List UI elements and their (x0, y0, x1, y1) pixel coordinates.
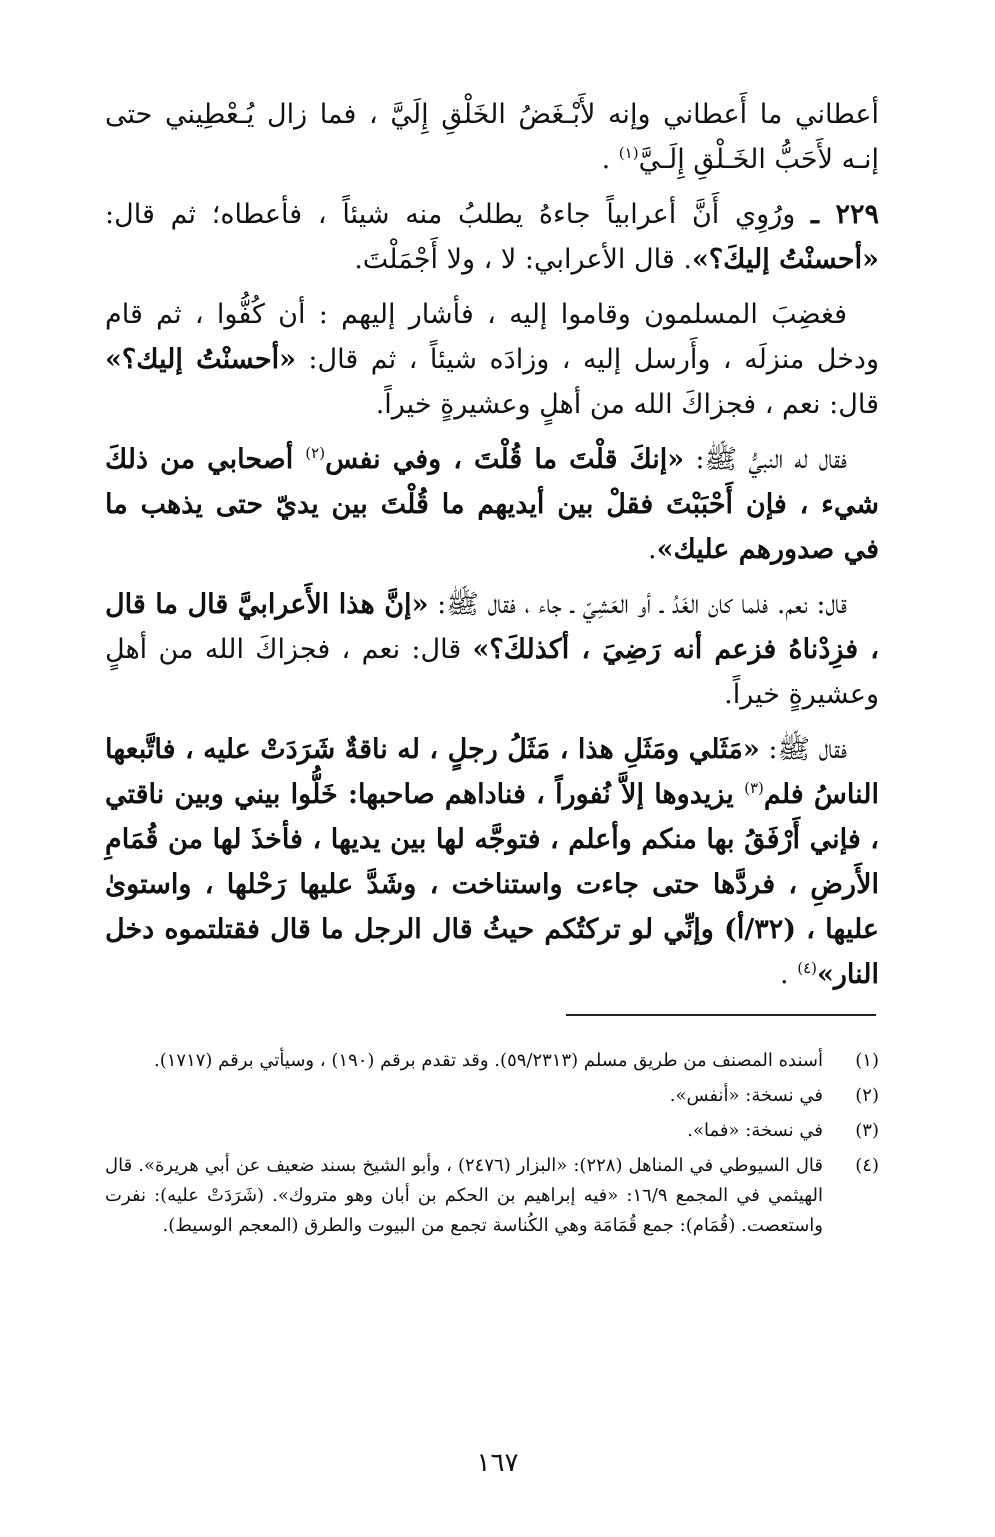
footnote-4 (105, 1151, 879, 1241)
prophet-quote: «مَثَلي ومَثَلِ هذا ، مَثَلُ رجلٍ ، له ناقةٌ شَرَدَتْ عليه ، فاتَّبعها الناسُ فلم (105, 734, 879, 810)
footnote-ref[interactable]: (١) (618, 144, 639, 162)
paragraph-6 (105, 727, 879, 997)
page-number: ١٦٧ (476, 1448, 519, 1478)
prophet-quote: «إنَّ هذا الأَعرابيَّ قال ما قال ، فزِدْناهُ فزعم أنه رَضِيَ ، أكذلكَ؟» (105, 589, 879, 665)
paragraph-lead: فقال ﷺ: (759, 734, 847, 765)
main-text (105, 92, 879, 1007)
prophet-quote: «أحسنْتُ إليك؟» (105, 344, 296, 375)
footnotes (105, 1046, 879, 1246)
paragraph-end: . (780, 959, 798, 990)
footnote-3 (105, 1116, 879, 1146)
hadith-number: ٢٢٩ ـ (811, 199, 879, 230)
footnote-number: (١) (855, 1050, 879, 1071)
prophet-quote: «أحسنْتُ إليكَ؟» (691, 244, 879, 275)
prophet-quote-continued: يزيدوها إلاَّ نُفوراً ، فناداهم صاحبها: خَلُّوا بيني وبين ناقتي ، فإني أَرْفَقُ بها منكم وأعلم ، فتوجَّه لها بين يديها ، فأخذَ لها من قُمَامِ الأَرضِ ، فردَّها حتى جاءت واستناخت ، وشَدَّ عليها رَحْلها ، واستوىٰ عليها ، (٣٢/أ) وإنِّي لو تركتُكم حيثُ قال الرجل ما قال فقتلتموه دخل النار» (105, 779, 880, 990)
paragraph-end: . قال الأعرابي: لا ، ولا أَجْمَلْتَ. (354, 244, 692, 275)
footnote-text: أسنده المصنف من طريق مسلم (٥٩/٢٣١٣). وقد تقدم برقم (١٩٠) ، وسيأتي برقم (١٧١٧). (154, 1050, 823, 1071)
prophet-quote: «إنكَ قلْتَ ما قُلْتَ ، وفي نفس (325, 444, 685, 475)
paragraph-3 (105, 292, 879, 427)
paragraph-text: فغضِبَ المسلمون وقاموا إليه ، فأشار إليهم : أن كُفُّوا ، ثم قام ودخل منزلَه ، وأَرسل إليه ، وزادَه شيئاً ، ثم قال: (105, 299, 879, 375)
footnote-text: في نسخة: «أنفس». (669, 1085, 823, 1106)
paragraph-text: أعطاني ما أَعطاني وإنه لأَبْـغَضُ الخَلْقِ إِلَيَّ ، فما زال يُـعْطِيني حتى إنـه لأَحَبُّ الخَـلْقِ إِلَـيَّ (105, 99, 879, 175)
footnote-ref[interactable]: (٣) (744, 779, 764, 797)
paragraph-end: . (647, 534, 657, 565)
paragraph-lead: قال: نعم. فلما كان الغَدُ ـ أو العَشِيّ ـ جاء ، فقال ﷺ: (428, 589, 847, 620)
prophet-quote-continued: أصحابي من ذلكَ شيء ، فإن أَحْبَبْتَ فقلْ بين أيديهم ما قُلْتَ بين يديّ حتى يذهب ما في صدورهم عليك» (105, 444, 879, 565)
paragraph-1 (105, 92, 879, 182)
paragraph-end: قال: نعم ، فجزاكَ الله من أهلٍ وعشيرةٍ خيراً. (105, 634, 879, 710)
footnote-text: في نسخة: «فما». (687, 1120, 823, 1141)
footnote-ref[interactable]: (٤) (797, 959, 817, 977)
footnote-ref[interactable]: (٢) (305, 444, 326, 462)
paragraph-229 (105, 192, 879, 282)
paragraph-lead: فقال له النبيُّ ﷺ: (684, 444, 848, 475)
paragraph-text: قال: نعم ، فجزاكَ الله من أهلٍ وعشيرةٍ خيراً. (375, 389, 879, 420)
footnote-separator (566, 1014, 876, 1016)
footnote-2 (105, 1081, 879, 1111)
paragraph-5 (105, 582, 879, 717)
footnote-number: (٢) (855, 1085, 879, 1106)
footnote-number: (٣) (855, 1120, 879, 1141)
paragraph-end: . (601, 144, 619, 175)
paragraph-text: ورُوِي أَنَّ أعرابياً جاءهُ يطلبُ منه شيئاً ، فأعطاه؛ ثم قال: (105, 199, 812, 230)
footnote-text: قال السيوطي في المناهل (٢٢٨): «البزار (٢٤٧٦) ، وأبو الشيخ بسند ضعيف عن أبي هريرة». قال الهيثمي في المجمع ١٦/٩: «فيه إبراهيم بن الحكم بن أبان وهو متروك». (شَرَدَتْ عليه): نفرت واستعصت. (قُمَام): جمع قُمَامَة وهي الكُناسة تجمع من البيوت والطرق (المعجم الوسيط). (105, 1155, 823, 1236)
footnote-number: (٤) (855, 1155, 879, 1176)
footnote-1 (105, 1046, 879, 1076)
paragraph-4 (105, 437, 879, 572)
